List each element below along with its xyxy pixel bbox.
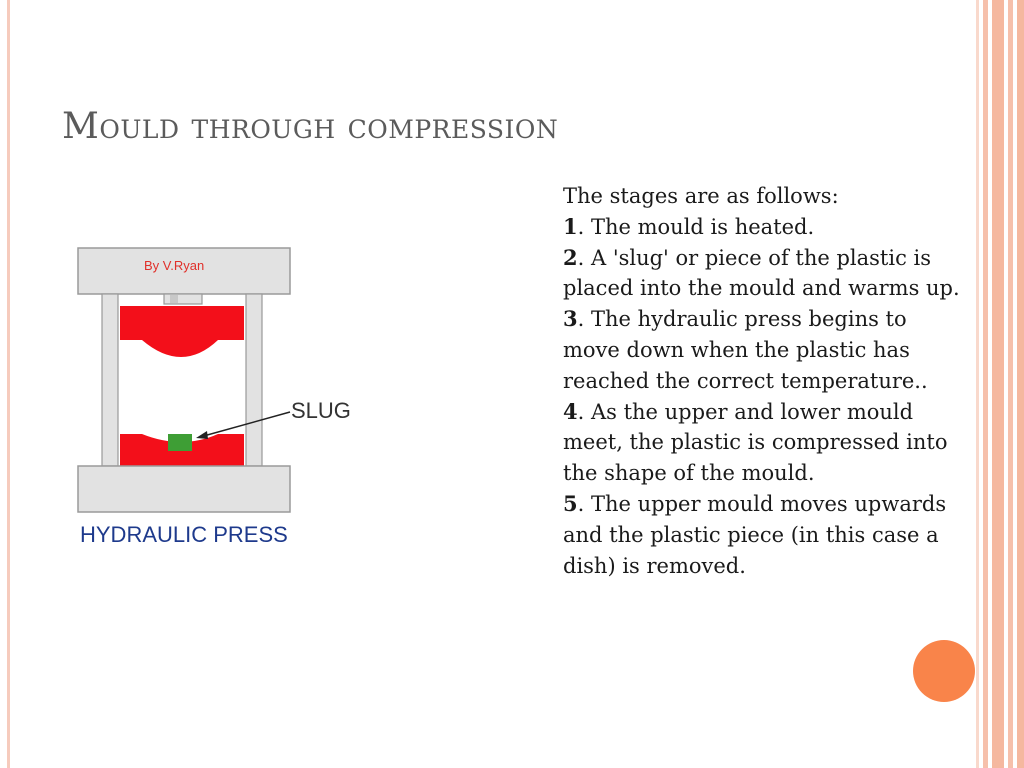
step-number: 2 (563, 244, 578, 270)
hydraulic-press-diagram (76, 246, 351, 551)
step-text: . The hydraulic press begins to move down when the plastic has reached the correct temperature.. (563, 307, 928, 393)
upper-mould (120, 306, 244, 357)
press-connector (164, 294, 202, 304)
step-4 (563, 397, 968, 489)
step-1 (563, 212, 968, 243)
figure-caption: HYDRAULIC PRESS (80, 522, 288, 547)
step-number: 1 (563, 213, 578, 239)
step-text: . A 'slug' or piece of the plastic is placed into the mould and warms up. (563, 245, 960, 301)
step-number: 3 (563, 306, 578, 332)
slug-arrow-line (200, 412, 290, 437)
left-border-line (7, 0, 10, 768)
right-column (246, 294, 262, 466)
slug-arrowhead (196, 431, 208, 439)
credit-text: By V.Ryan (144, 258, 205, 273)
bottom-press-plate (78, 466, 290, 512)
slide-title: Mould through compression (62, 106, 559, 147)
step-3 (563, 304, 968, 396)
right-decorative-stripes (976, 0, 1024, 768)
decorative-circle (913, 640, 975, 702)
step-5 (563, 489, 968, 581)
step-number: 5 (563, 490, 578, 516)
step-text: . The mould is heated. (577, 214, 815, 239)
slug-label: SLUG (291, 398, 351, 423)
stages-text (563, 181, 968, 581)
slug (168, 434, 192, 451)
stages-intro: The stages are as follows: (563, 184, 839, 208)
step-text: . As the upper and lower mould meet, the plastic is compressed into the shape of the mould. (563, 399, 948, 486)
step-text: . The upper mould moves upwards and the plastic piece (in this case a dish) is removed. (563, 491, 947, 578)
step-2 (563, 243, 968, 305)
step-number: 4 (563, 398, 578, 424)
press-connector-bolt (170, 295, 178, 303)
left-column (102, 294, 118, 466)
